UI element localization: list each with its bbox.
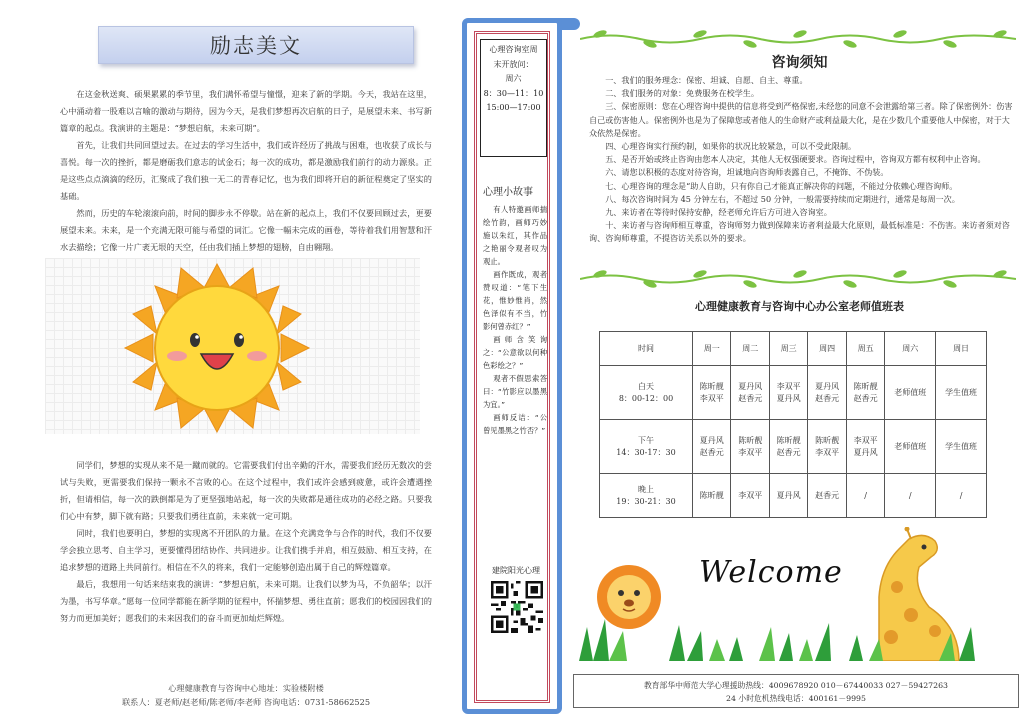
essay-title-box — [98, 26, 414, 64]
essay-paragraph: 最后，我想用一句话来结束我的演讲：“梦想启航，未来可期。让我们以梦为马，不负韶华；以汗为墨，书写华章。”愿每一位同学都能在新学期的征程中，怀揣梦想、勇往直前；愿我们的校园因我们的努力而更加美好；愿我们的未来因我们的奋斗而更加灿烂辉煌。 — [60, 579, 432, 623]
header-cell: 周三 — [769, 332, 807, 366]
time-label: 下午 — [638, 435, 654, 445]
staff-name: 陈昕靓 — [853, 381, 878, 391]
duty-cell — [808, 474, 846, 518]
middle-frame — [462, 18, 562, 714]
essay-paragraph: 同学们，梦想的实现从来不是一蹴而就的。它需要我们付出辛勤的汗水，需要我们经历无数次的尝试与失败，更需要我们保持一颗永不言败的心。在这个过程中，我们或许会感到疲惫，或许会遭遇挫折，但请相信，每一次的跌倒都是为了更坚强地站起，每一次的失败都是通往成功的必经之路。只要我们心中有梦，脚下就有路；只要我们勇往直前，未来就一定可期。 — [60, 460, 432, 521]
time-range: 8：00-12：00 — [618, 393, 674, 403]
time-label: 晚上 — [638, 484, 654, 494]
duty-cell — [693, 366, 731, 420]
notice-item: 三、保密原则：您在心理咨询中提供的信息将受到严格保密,未经您的同意不会泄露给第三者。除了保密例外：伤害自己或伤害他人。保密例外也是为了保障您或者他人的生命财产或利益最大化，是在少数几个重要他人中保密，对于大众依然是保密。 — [589, 101, 1013, 138]
essay-paragraph: 然而，历史的车轮滚滚向前，时间的脚步永不停歇。站在新的起点上，我们不仅要回顾过去，更要展望未来。未来，是一个充满无限可能与希望的词汇。它像一幅未完成的画卷，等待着我们用智慧和汗水去描绘；它像一片广袤无垠的天空，任由我们插上梦想的翅膀，自由翱翔。 — [60, 208, 432, 252]
duty-table-header — [600, 332, 987, 366]
duty-cell — [885, 420, 936, 474]
essay-part-1 — [60, 86, 432, 256]
header-cell: 周五 — [846, 332, 884, 366]
staff-name: 赵香元 — [815, 490, 840, 500]
duty-cell — [846, 474, 884, 518]
duty-cell — [846, 420, 884, 474]
story-paragraph: 画师含笑询之：“公意欲以何种色彩绘之？” — [483, 335, 547, 370]
story-text — [483, 203, 547, 437]
table-row — [600, 366, 987, 420]
duty-cell — [936, 366, 987, 420]
staff-name: 夏丹风 — [853, 447, 878, 457]
notice-item: 二、我们服务的对象：免费服务在校学生。 — [605, 88, 759, 99]
time-cell — [600, 366, 693, 420]
opening-hours-box — [480, 39, 547, 157]
staff-name: 老师值班 — [894, 387, 927, 397]
table-row — [600, 420, 987, 474]
essay-paragraph: 同时，我们也要明白，梦想的实现离不开团队的力量。在这个充满竞争与合作的时代，我们不仅要学会独立思考、自主学习，更要懂得团结协作、共同进步。让我们携手并肩，相互鼓励、相互支持，在追求梦想的道路上共同前行。相信在不久的将来，我们一定能够创造出属于自己的辉煌篇章。 — [60, 528, 432, 572]
staff-name: 赵香元 — [699, 447, 724, 457]
header-cell: 周二 — [731, 332, 769, 366]
hours-line: 8：30—11：10 — [483, 88, 544, 98]
duty-cell — [808, 420, 846, 474]
notice-item: 九、来访者在等待时保持安静，经老师允许后方可进入咨询室。 — [605, 207, 832, 218]
header-cell: 周日 — [936, 332, 987, 366]
header-cell: 时间 — [600, 332, 693, 366]
contact-footer — [60, 681, 432, 709]
time-range: 19：30-21：30 — [616, 496, 676, 506]
staff-name: 李双平 — [699, 393, 724, 403]
qr-label: 建院阳光心理 — [492, 566, 540, 575]
staff-name: 学生值班 — [945, 387, 978, 397]
staff-name: 老师值班 — [894, 441, 927, 451]
story-paragraph: 画作既成，观者赞叹道：“笔下生花，惟妙惟肖，然色泽似有不当，竹影何曾赤红？” — [483, 270, 547, 331]
duty-cell — [885, 474, 936, 518]
notice-item: 六、请您以积极的态度对待咨询，坦诚地向咨询师表露自己，不掩饰、不伪装。 — [605, 167, 889, 178]
sun-illustration — [45, 258, 420, 434]
staff-name: 夏丹风 — [738, 381, 763, 391]
staff-name: 赵香元 — [815, 393, 840, 403]
staff-name: 夏丹风 — [776, 393, 801, 403]
story-title: 心理小故事 — [483, 187, 533, 198]
staff-name: 李双平 — [815, 447, 840, 457]
duty-cell — [936, 420, 987, 474]
qr-code-icon — [491, 581, 543, 633]
duty-cell — [808, 366, 846, 420]
header-cell: 周四 — [808, 332, 846, 366]
duty-table-title: 心理健康教育与咨询中心办公室老师值班表 — [695, 300, 904, 313]
staff-name: 赵香元 — [738, 393, 763, 403]
hotline-box — [573, 674, 1019, 708]
table-row — [600, 474, 987, 518]
vine-divider-top — [580, 28, 1016, 50]
hours-line: 末开放问： — [493, 59, 534, 69]
notice-item: 十、来访者与咨询师相互尊重，咨询师努力做到保障来访者利益最大化原则，最低标准是：不伤害。来访者须对咨询、咨询师尊重，不提咨访关系以外的要求。 — [589, 220, 1010, 244]
notice-item: 五、是否开始或终止咨询由您本人决定，其他人无权强硬要求。咨询过程中，咨询双方都有权利中止咨询。 — [605, 154, 986, 165]
staff-name: 李双平 — [738, 447, 763, 457]
duty-cell — [731, 420, 769, 474]
essay-part-2 — [60, 457, 432, 627]
story-paragraph: 观者不假思索答曰：“竹影应以墨黑为宜。” — [483, 374, 547, 409]
giraffe-icon — [879, 527, 959, 661]
vine-divider-bottom — [580, 268, 1016, 290]
duty-cell — [693, 474, 731, 518]
staff-name: 赵香元 — [853, 393, 878, 403]
notice-item: 八、每次咨询时间为 45 分钟左右，不超过 50 分钟，一般需要持续而定期进行，通常是每周一次。 — [605, 193, 960, 204]
staff-name: 陈昕靓 — [815, 435, 840, 445]
time-label: 白天 — [638, 381, 654, 391]
middle-column — [462, 18, 574, 714]
duty-cell — [769, 474, 807, 518]
notice-item: 一、我们的服务理念：保密、坦诚、自愿、自主、尊重。 — [605, 75, 808, 85]
notice-item: 七、心理咨询的理念是“助人自助，只有你自己才能真正解决你的问题，不能过分依赖心理咨询师。 — [605, 180, 958, 191]
duty-cell — [936, 474, 987, 518]
staff-name: 李双平 — [776, 381, 801, 391]
left-column — [0, 0, 455, 723]
hotline-line: 教育部华中师范大学心理援助热线：4009678920 010－67440033 027－59427263 — [643, 681, 949, 690]
staff-name: 陈昕靓 — [738, 435, 763, 445]
staff-name: 李双平 — [738, 490, 763, 500]
header-cell: 周六 — [885, 332, 936, 366]
staff-name: 陈昕靓 — [699, 381, 724, 391]
lion-icon — [597, 565, 661, 629]
staff-name: 李双平 — [853, 435, 878, 445]
story-paragraph: 有人特邀画师揣绘竹韵，画师巧妙施以朱红，其作品之艳丽令观者叹为观止。 — [483, 205, 547, 266]
staff-name: / — [864, 490, 867, 500]
duty-cell — [846, 366, 884, 420]
essay-paragraph: 首先，让我们共同回望过去。在过去的学习生活中，我们或许经历了挑战与困难，也收获了成长与喜悦。每一次的挫折，都是磨砺我们意志的试金石；每一次的成功，都是激励我们前行的动力源泉。正是这些点点滴滴的经历，汇聚成了我们独一无二的青春记忆，也为我们即将开启的新征程奠定了坚实的基础。 — [60, 140, 432, 201]
staff-name: 夏丹风 — [815, 381, 840, 391]
duty-cell — [769, 420, 807, 474]
time-cell — [600, 420, 693, 474]
duty-table — [599, 331, 987, 518]
staff-name: 赵香元 — [776, 447, 801, 457]
contact-line: 联系人：夏老师/赵老师/陈老师/李老师 咨询电话：0731-58662525 — [121, 697, 371, 707]
staff-name: / — [959, 490, 963, 500]
welcome-illustration — [579, 527, 981, 661]
duty-cell — [693, 420, 731, 474]
right-column — [575, 0, 1024, 723]
hours-line: 周六 — [505, 74, 522, 83]
duty-cell — [731, 474, 769, 518]
staff-name: 陈昕靓 — [699, 490, 724, 500]
duty-cell — [885, 366, 936, 420]
hours-line: 心理咨询室周 — [489, 45, 538, 54]
staff-name: 夏丹风 — [776, 490, 801, 500]
duty-cell — [769, 366, 807, 420]
notice-title: 咨询须知 — [771, 55, 828, 71]
welcome-banner — [579, 527, 981, 661]
essay-title: 励志美文 — [210, 34, 302, 58]
welcome-text: Welcome — [699, 555, 843, 590]
staff-name: 陈昕靓 — [776, 435, 801, 445]
staff-name: 学生值班 — [945, 441, 978, 451]
essay-paragraph: 在这金秋送爽、硕果累累的季节里，我们满怀希望与憧憬，迎来了新的学期。今天，我站在这里，心中涌动着一股难以言喻的激动与期待，因为今天，是我们梦想再次启航的日子，是展望未来、书写新篇章的起点。我演讲的主题是：“梦想启航，未来可期”。 — [60, 89, 432, 133]
staff-name: 夏丹风 — [699, 435, 724, 445]
hotline-line: 24 小时危机热线电话：400161－9995 — [726, 694, 866, 703]
story-paragraph: 画师反诘：“公曾见墨黑之竹否？” — [483, 413, 547, 435]
sun-illustration-area — [45, 258, 420, 434]
hours-line: 15:00—17:00 — [486, 103, 541, 112]
staff-name: / — [908, 490, 912, 500]
notice-list — [589, 74, 1017, 246]
center-address: 心理健康教育与咨询中心地址：实验楼附楼 — [168, 683, 324, 693]
notice-item: 四、心理咨询实行预约制，如果你的状况比较紧急，可以不受此限制。 — [605, 141, 857, 152]
time-range: 14：30-17：30 — [616, 447, 676, 457]
header-cell: 周一 — [693, 332, 731, 366]
time-cell — [600, 474, 693, 518]
duty-cell — [731, 366, 769, 420]
